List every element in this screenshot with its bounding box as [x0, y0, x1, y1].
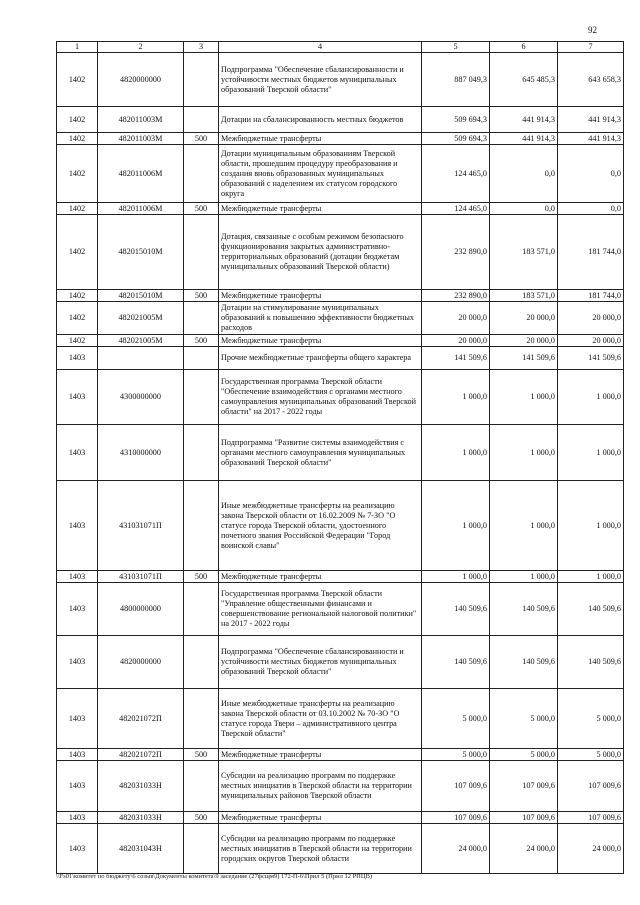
- expense-type-code: [184, 425, 219, 481]
- amount-col5: 5 000,0: [422, 689, 490, 749]
- item-name: Подпрограмма "Обеспечение сбалансированности и устойчивости местных бюджетов муниципальных образований Тверской области": [219, 53, 422, 107]
- expense-type-code: 500: [184, 203, 219, 215]
- amount-col6: 140 509,6: [490, 583, 558, 636]
- amount-col5: 1 000,0: [422, 370, 490, 425]
- target-article-code: 482011006М: [98, 145, 184, 203]
- amount-col6: 20 000,0: [490, 302, 558, 335]
- item-name: Иные межбюджетные трансферты на реализацию закона Тверской области от 03.10.2002 № 70-ЗО "О статусе города Твери – административного центра Тверской области": [219, 689, 422, 749]
- expense-type-code: [184, 824, 219, 874]
- amount-col5: 5 000,0: [422, 749, 490, 761]
- target-article-code: 482031033Н: [98, 812, 184, 824]
- item-name: Иные межбюджетные трансферты на реализацию закона Тверской области от 16.02.2009 № 7-ЗО "О статусе города Тверской области, удостоенного почетного звания Российской Федерации "Город воинской славы": [219, 481, 422, 571]
- section-code: 1402: [57, 145, 98, 203]
- amount-col6: 5 000,0: [490, 689, 558, 749]
- item-name: Дотации на сбалансированность местных бюджетов: [219, 107, 422, 133]
- item-name: Межбюджетные трансферты: [219, 203, 422, 215]
- amount-col7: 181 744,0: [558, 290, 624, 302]
- expense-type-code: 500: [184, 290, 219, 302]
- amount-col6: 441 914,3: [490, 107, 558, 133]
- section-code: 1403: [57, 636, 98, 689]
- table-row: [57, 583, 624, 636]
- expense-type-code: [184, 761, 219, 812]
- section-code: 1403: [57, 689, 98, 749]
- amount-col6: 0,0: [490, 203, 558, 215]
- amount-col7: 643 658,3: [558, 53, 624, 107]
- section-code: 1403: [57, 824, 98, 874]
- section-code: 1403: [57, 571, 98, 583]
- target-article-code: 4800000000: [98, 583, 184, 636]
- table-row: [57, 133, 624, 145]
- section-code: 1403: [57, 761, 98, 812]
- amount-col6: 107 009,6: [490, 812, 558, 824]
- amount-col7: 140 509,6: [558, 583, 624, 636]
- amount-col6: 24 000,0: [490, 824, 558, 874]
- column-header: 2: [98, 42, 184, 53]
- amount-col5: 509 694,3: [422, 107, 490, 133]
- file-path-footer: \\Fs01\комитет по бюджету\6 созыв\Документы комитета\9 заседание (27фсщм9) 172-П-6\Прил 5 (Прил 12 РПЦВ): [56, 873, 373, 880]
- section-code: 1403: [57, 812, 98, 824]
- amount-col6: 141 509,6: [490, 347, 558, 370]
- table-row: [57, 761, 624, 812]
- amount-col6: 645 485,3: [490, 53, 558, 107]
- amount-col6: 1 000,0: [490, 370, 558, 425]
- column-number-row: [57, 42, 624, 53]
- amount-col5: 1 000,0: [422, 425, 490, 481]
- expense-type-code: [184, 689, 219, 749]
- section-code: 1402: [57, 107, 98, 133]
- expense-type-code: [184, 145, 219, 203]
- amount-col6: 1 000,0: [490, 425, 558, 481]
- section-code: 1402: [57, 133, 98, 145]
- target-article-code: 482021072П: [98, 749, 184, 761]
- section-code: 1402: [57, 290, 98, 302]
- expense-type-code: [184, 107, 219, 133]
- target-article-code: 482011003М: [98, 107, 184, 133]
- target-article-code: 482021005М: [98, 335, 184, 347]
- section-code: 1403: [57, 425, 98, 481]
- expense-type-code: [184, 370, 219, 425]
- amount-col5: 124 465,0: [422, 203, 490, 215]
- table-row: [57, 571, 624, 583]
- target-article-code: 482031043Н: [98, 824, 184, 874]
- amount-col7: 107 009,6: [558, 812, 624, 824]
- table-row: [57, 370, 624, 425]
- section-code: 1402: [57, 335, 98, 347]
- amount-col5: 232 890,0: [422, 215, 490, 290]
- table-row: [57, 302, 624, 335]
- target-article-code: 4310000000: [98, 425, 184, 481]
- budget-table: [56, 41, 624, 874]
- item-name: Прочие межбюджетные трансферты общего характера: [219, 347, 422, 370]
- amount-col5: 1 000,0: [422, 481, 490, 571]
- table-row: [57, 215, 624, 290]
- table-row: [57, 812, 624, 824]
- amount-col7: 1 000,0: [558, 571, 624, 583]
- amount-col5: 887 049,3: [422, 53, 490, 107]
- amount-col7: 0,0: [558, 203, 624, 215]
- item-name: Межбюджетные трансферты: [219, 133, 422, 145]
- amount-col5: 124 465,0: [422, 145, 490, 203]
- amount-col6: 0,0: [490, 145, 558, 203]
- item-name: Субсидии на реализацию программ по поддержке местных инициатив в Тверской области на территории муниципальных районов Тверской области: [219, 761, 422, 812]
- item-name: Государственная программа Тверской области "Управление общественными финансами и совершенствование региональной налоговой политики" на 2017 - 2022 годы: [219, 583, 422, 636]
- target-article-code: 4300000000: [98, 370, 184, 425]
- expense-type-code: 500: [184, 335, 219, 347]
- amount-col5: 107 009,6: [422, 812, 490, 824]
- section-code: 1403: [57, 583, 98, 636]
- item-name: Субсидии на реализацию программ по поддержке местных инициатив в Тверской области на территории городских округов Тверской области: [219, 824, 422, 874]
- table-row: [57, 347, 624, 370]
- section-code: 1402: [57, 53, 98, 107]
- amount-col7: 181 744,0: [558, 215, 624, 290]
- column-header: 3: [184, 42, 219, 53]
- expense-type-code: [184, 53, 219, 107]
- section-code: 1402: [57, 215, 98, 290]
- column-header: 1: [57, 42, 98, 53]
- target-article-code: 482021005М: [98, 302, 184, 335]
- table-row: [57, 824, 624, 874]
- table-row: [57, 636, 624, 689]
- amount-col7: 1 000,0: [558, 481, 624, 571]
- amount-col5: 509 694,3: [422, 133, 490, 145]
- column-header: 7: [558, 42, 624, 53]
- amount-col6: 1 000,0: [490, 481, 558, 571]
- amount-col5: 232 890,0: [422, 290, 490, 302]
- amount-col7: 107 009,6: [558, 761, 624, 812]
- expense-type-code: [184, 583, 219, 636]
- table-row: [57, 335, 624, 347]
- target-article-code: 482011006М: [98, 203, 184, 215]
- amount-col6: 183 571,0: [490, 290, 558, 302]
- expense-type-code: 500: [184, 571, 219, 583]
- item-name: Межбюджетные трансферты: [219, 749, 422, 761]
- amount-col5: 140 509,6: [422, 636, 490, 689]
- expense-type-code: 500: [184, 749, 219, 761]
- expense-type-code: [184, 481, 219, 571]
- target-article-code: 482015010М: [98, 215, 184, 290]
- item-name: Дотация, связанные с особым режимом безопасного функционирования закрытых административно-территориальных образований (дотации бюджетам муниципальных образований Тверской области): [219, 215, 422, 290]
- item-name: Дотации муниципальным образованиям Тверской области, прошедшим процедуру преобразования и создания вновь образованных муниципальных образований с наделением их статусом городского округа: [219, 145, 422, 203]
- target-article-code: 4820000000: [98, 636, 184, 689]
- amount-col7: 20 000,0: [558, 335, 624, 347]
- target-article-code: 482011003М: [98, 133, 184, 145]
- section-code: 1403: [57, 347, 98, 370]
- column-header: 5: [422, 42, 490, 53]
- amount-col6: 140 509,6: [490, 636, 558, 689]
- amount-col7: 141 509,6: [558, 347, 624, 370]
- amount-col5: 140 509,6: [422, 583, 490, 636]
- amount-col6: 1 000,0: [490, 571, 558, 583]
- section-code: 1402: [57, 203, 98, 215]
- table-row: [57, 107, 624, 133]
- expense-type-code: [184, 636, 219, 689]
- amount-col7: 0,0: [558, 145, 624, 203]
- table-row: [57, 749, 624, 761]
- table-row: [57, 203, 624, 215]
- section-code: 1403: [57, 481, 98, 571]
- amount-col6: 107 009,6: [490, 761, 558, 812]
- expense-type-code: [184, 302, 219, 335]
- amount-col7: 1 000,0: [558, 425, 624, 481]
- amount-col7: 140 509,6: [558, 636, 624, 689]
- table-row: [57, 53, 624, 107]
- target-article-code: 431031071П: [98, 481, 184, 571]
- amount-col5: 107 009,6: [422, 761, 490, 812]
- target-article-code: [98, 347, 184, 370]
- section-code: 1403: [57, 749, 98, 761]
- target-article-code: 4820000000: [98, 53, 184, 107]
- amount-col7: 24 000,0: [558, 824, 624, 874]
- amount-col6: 5 000,0: [490, 749, 558, 761]
- table-row: [57, 425, 624, 481]
- amount-col7: 20 000,0: [558, 302, 624, 335]
- section-code: 1403: [57, 370, 98, 425]
- column-header: 4: [219, 42, 422, 53]
- target-article-code: 482031033Н: [98, 761, 184, 812]
- amount-col5: 20 000,0: [422, 302, 490, 335]
- target-article-code: 431031071П: [98, 571, 184, 583]
- item-name: Межбюджетные трансферты: [219, 335, 422, 347]
- amount-col5: 20 000,0: [422, 335, 490, 347]
- item-name: Дотации на стимулирование муниципальных образований к повышению эффективности бюджетных расходов: [219, 302, 422, 335]
- amount-col5: 1 000,0: [422, 571, 490, 583]
- item-name: Подпрограмма "Развитие системы взаимодействия с органами местного самоуправления муниципальных образований Тверской области": [219, 425, 422, 481]
- table-row: [57, 481, 624, 571]
- item-name: Межбюджетные трансферты: [219, 812, 422, 824]
- amount-col7: 1 000,0: [558, 370, 624, 425]
- amount-col7: 441 914,3: [558, 133, 624, 145]
- expense-type-code: [184, 347, 219, 370]
- amount-col7: 5 000,0: [558, 689, 624, 749]
- item-name: Подпрограмма "Обеспечение сбалансированности и устойчивости местных бюджетов муниципальных образований Тверской области": [219, 636, 422, 689]
- amount-col5: 24 000,0: [422, 824, 490, 874]
- target-article-code: 482015010М: [98, 290, 184, 302]
- item-name: Государственная программа Тверской области "Обеспечение взаимодействия с органами местного самоуправления муниципальных образований Тверской области" на 2017 - 2022 годы: [219, 370, 422, 425]
- expense-type-code: 500: [184, 812, 219, 824]
- table-row: [57, 689, 624, 749]
- table-row: [57, 145, 624, 203]
- amount-col7: 441 914,3: [558, 107, 624, 133]
- amount-col7: 5 000,0: [558, 749, 624, 761]
- amount-col6: 441 914,3: [490, 133, 558, 145]
- amount-col5: 141 509,6: [422, 347, 490, 370]
- section-code: 1402: [57, 302, 98, 335]
- item-name: Межбюджетные трансферты: [219, 290, 422, 302]
- page-number: 92: [588, 25, 597, 35]
- amount-col6: 183 571,0: [490, 215, 558, 290]
- column-header: 6: [490, 42, 558, 53]
- expense-type-code: 500: [184, 133, 219, 145]
- table-row: [57, 290, 624, 302]
- target-article-code: 482021072П: [98, 689, 184, 749]
- amount-col6: 20 000,0: [490, 335, 558, 347]
- expense-type-code: [184, 215, 219, 290]
- item-name: Межбюджетные трансферты: [219, 571, 422, 583]
